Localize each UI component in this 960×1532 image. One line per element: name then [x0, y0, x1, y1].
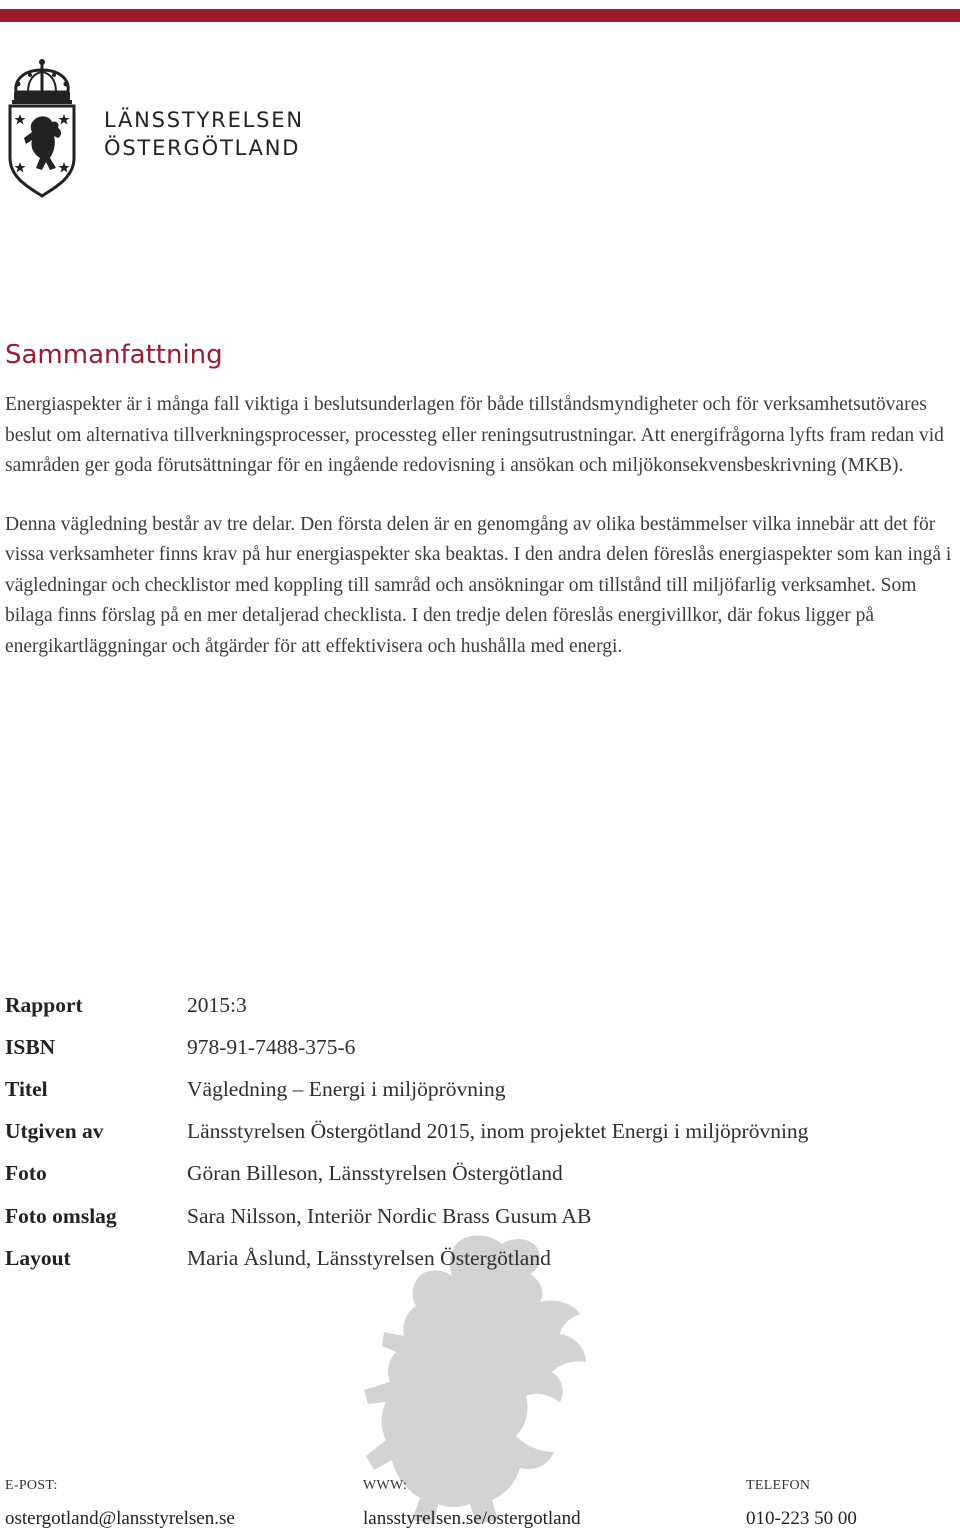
meta-row-foto: [5, 1153, 955, 1195]
footer-web: [363, 1478, 581, 1530]
agency-logo: [4, 58, 334, 200]
contact-footer: [5, 1478, 955, 1532]
meta-value: Länsstyrelsen Östergötland 2015, inom projektet Energi i miljöprövning: [187, 1119, 809, 1144]
meta-value: Göran Billeson, Länsstyrelsen Östergötland: [187, 1161, 563, 1186]
meta-row-foto-omslag: [5, 1195, 955, 1237]
phone-number[interactable]: 010-223 50 00: [746, 1508, 857, 1529]
publication-details: [5, 984, 955, 1279]
meta-value: 2015:3: [187, 992, 247, 1017]
logo-wordmark: [104, 106, 304, 162]
top-accent-bar: [0, 9, 960, 22]
meta-value: Vägledning – Energi i miljöprövning: [187, 1076, 506, 1101]
summary-paragraph-2: Denna vägledning består av tre delar. Den första delen är en genomgång av olika bestämmelser vilka innebär att det för vissa verksamheter finns krav på hur energiaspekter ska beaktas. I den andra delen föreslås energiaspekter som kan ingå i vägledningar och checklistor med koppling till samråd och ansökningar om tillstånd till miljöfarlig verksamhet. Som bilaga finns förslag på en mer detaljerad checklista. I den tredje delen föreslås energivillkor, där fokus ligger på energikartläggningar och åtgärder för att effektivisera och hushålla med energi.: [5, 513, 952, 657]
web-link[interactable]: lansstyrelsen.se/ostergotland: [363, 1508, 581, 1529]
meta-label: ISBN: [5, 1034, 56, 1059]
meta-value: Sara Nilsson, Interiör Nordic Brass Gusum AB: [187, 1203, 592, 1228]
phone-label: TELEFON: [746, 1478, 811, 1493]
meta-label: Utgiven av: [5, 1119, 104, 1144]
meta-label: Foto: [5, 1161, 47, 1186]
meta-row-utgiven-av: [5, 1111, 955, 1153]
summary-body: [5, 390, 957, 690]
meta-row-rapport: [5, 984, 955, 1026]
meta-label: Foto omslag: [5, 1203, 117, 1228]
email-link[interactable]: ostergotland@lansstyrelsen.se: [5, 1508, 235, 1529]
meta-value: 978-91-7488-375-6: [187, 1034, 356, 1059]
crown-lion-crest-icon: [4, 58, 80, 198]
email-label: E-POST:: [5, 1478, 58, 1493]
meta-row-layout: [5, 1237, 955, 1279]
meta-value: Maria Åslund, Länsstyrelsen Östergötland: [187, 1245, 551, 1270]
footer-phone: [746, 1478, 857, 1530]
meta-label: Layout: [5, 1245, 71, 1270]
meta-row-isbn: [5, 1026, 955, 1068]
logo-line-1: LÄNSSTYRELSEN: [104, 108, 304, 132]
logo-line-2: ÖSTERGÖTLAND: [104, 136, 301, 160]
meta-row-titel: [5, 1068, 955, 1110]
web-label: WWW:: [363, 1478, 408, 1493]
meta-label: Titel: [5, 1076, 48, 1101]
meta-label: Rapport: [5, 992, 83, 1017]
section-title: Sammanfattning: [5, 340, 223, 370]
summary-paragraph-1: Energiaspekter är i många fall viktiga i beslutsunderlagen för både tillståndsmyndigheter och för verksamhetsutövares beslut om alternativa tillverkningsprocesser, processteg eller reningsutrustningar. Att energifrågorna lyfts fram redan vid samråden ger goda förutsättningar för en ingående redovisning i ansökan och miljökonsekvensbeskrivning (MKB).: [5, 394, 944, 476]
footer-email: [5, 1478, 235, 1530]
